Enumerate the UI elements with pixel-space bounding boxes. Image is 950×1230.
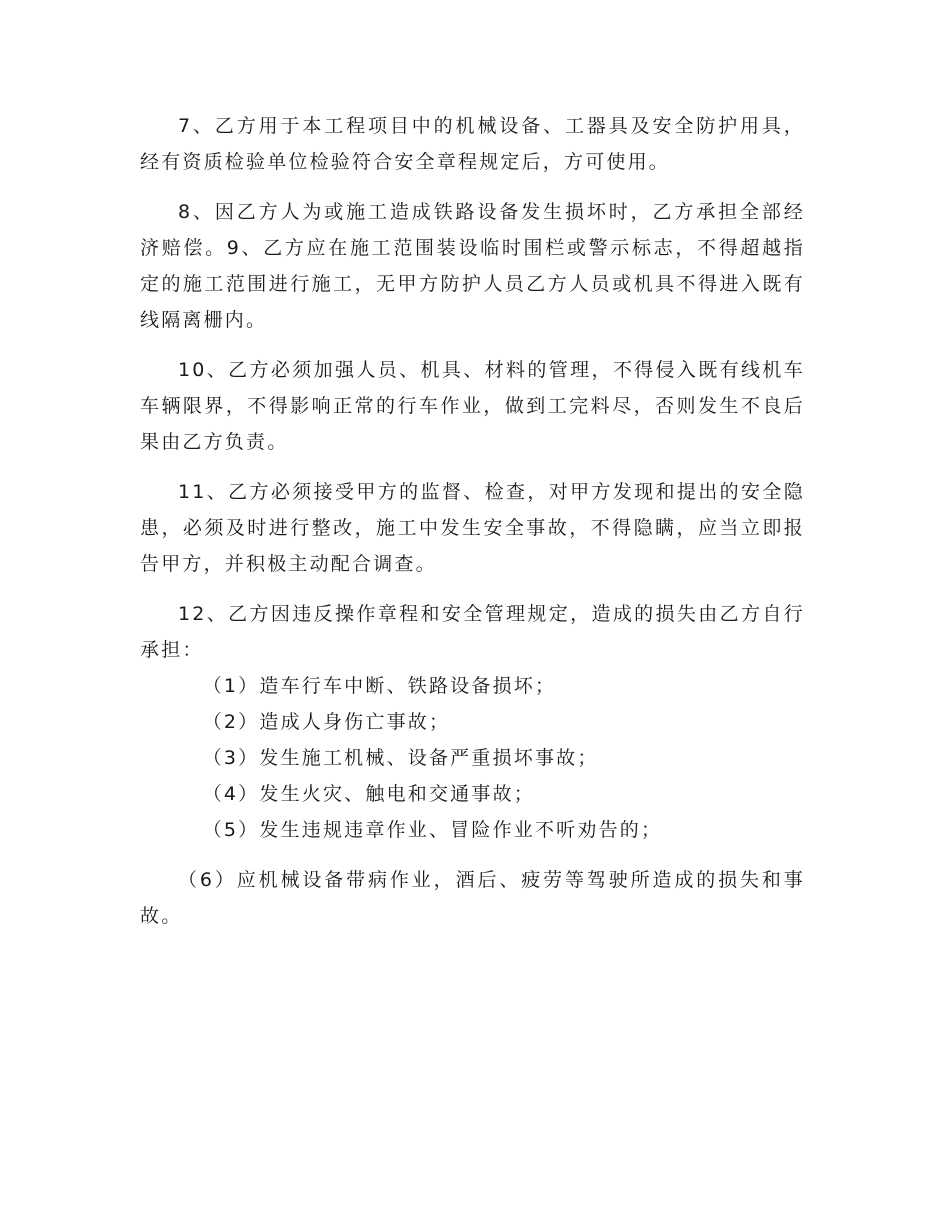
- list-item-5: （5）发生违规违章作业、冒险作业不听劝告的；: [202, 819, 663, 841]
- paragraph-8-9: 8、因乙方人为或施工造成铁路设备发生损坏时，乙方承担全部经济赔偿。9、乙方应在施工范围装设临时围栏或警示标志，不得超越指定的施工范围进行施工，无甲方防护人员乙方人员或机具不得进入既有线隔离栅内。: [140, 201, 805, 331]
- paragraph-10: 10、乙方必须加强人员、机具、材料的管理，不得侵入既有线机车车辆限界，不得影响正常的行车作业，做到工完料尽，否则发生不良后果由乙方负责。: [140, 359, 805, 453]
- paragraph-12: 12、乙方因违反操作章程和安全管理规定，造成的损失由乙方自行承担：: [140, 603, 805, 661]
- paragraph-7: 7、乙方用于本工程项目中的机械设备、工器具及安全防护用具，经有资质检验单位检验符合安全章程规定后，方可使用。: [140, 115, 805, 173]
- list-item-2: （2）造成人身伤亡事故；: [202, 711, 451, 733]
- paragraph-11: 11、乙方必须接受甲方的监督、检查，对甲方发现和提出的安全隐患，必须及时进行整改，施工中发生安全事故，不得隐瞒，应当立即报告甲方，并积极主动配合调查。: [140, 481, 805, 575]
- list-item-3: （3）发生施工机械、设备严重损坏事故；: [202, 747, 599, 769]
- document-body: [140, 108, 805, 934]
- list-item-6: （6）应机械设备带病作业，酒后、疲劳等驾驶所造成的损失和事故。: [140, 869, 805, 927]
- list-item-1: （1）造车行车中断、铁路设备损坏；: [202, 675, 557, 697]
- list-item-4: （4）发生火灾、触电和交通事故；: [202, 783, 535, 805]
